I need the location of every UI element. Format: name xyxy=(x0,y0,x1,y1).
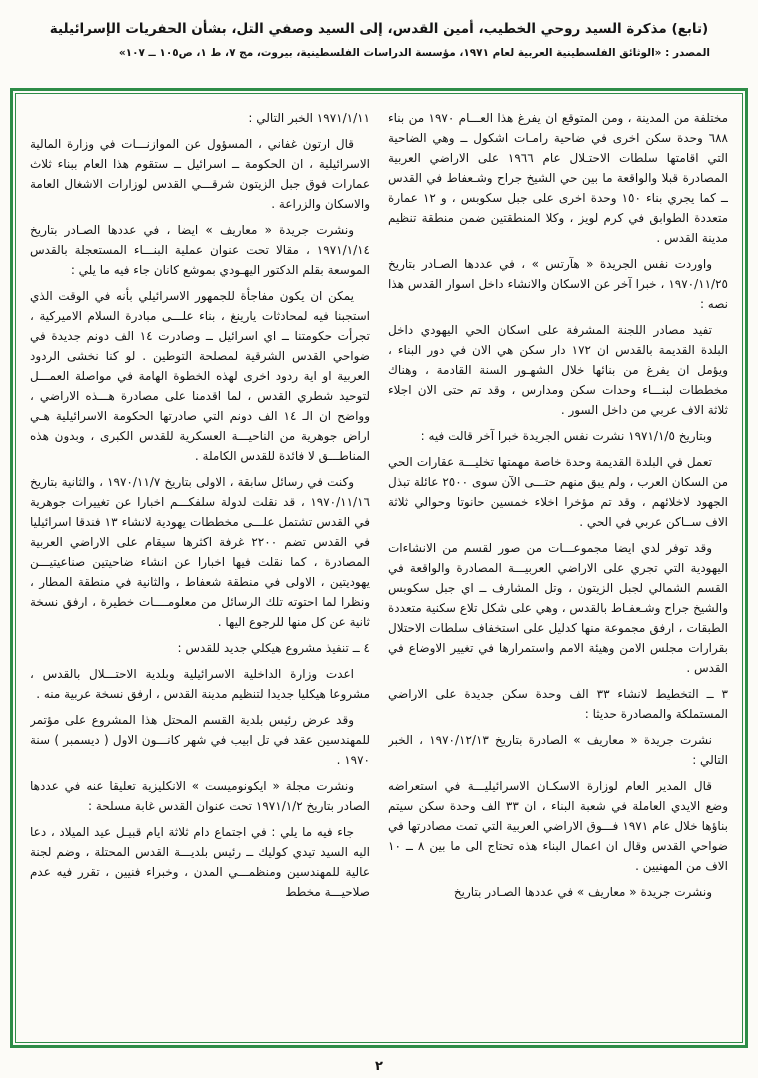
paragraph: ونشرت جريدة « معاريف » ايضا ، في عددها الصـادر بتاريخ ١٩٧١/١/١٤ ، مقالا تحت عنوان عملية البنـــاء المستعجلة بالقدس الموسعة بقلم الدكتور اليهـودي بموشع كانان جاء فيه ما يلي : xyxy=(30,223,370,277)
section-heading: ٣ ــ التخطيط لانشاء ٣٣ الف وحدة سكن جديدة على الاراضي المستملكة والمصادرة حديثا : xyxy=(388,687,728,721)
paragraph: ١٩٧١/١/١١ الخبر التالي : xyxy=(248,111,370,125)
paragraph: واوردت نفس الجريدة « هآرتس » ، في عددها الصـادر بتاريخ ١٩٧٠/١١/٢٥ ، خبرا آخر عن الاسكان والانشاء داخل اسوار القدس هذا نصه : xyxy=(388,257,728,311)
page-number: ٢ xyxy=(375,1059,383,1074)
column-right xyxy=(388,108,728,1032)
green-double-frame xyxy=(10,88,748,1048)
document-title: (تابع) مذكرة السيد روحي الخطيب، أمين القدس، إلى السيد وصفي التل، بشأن الحفريات الإسرائيلية xyxy=(49,21,709,37)
paragraph: قال المدير العام لوزارة الاسكـان الاسرائيليـــة في استعراضه وضع الايدي العاملة في شعبة البناء ، ان ٣٣ الف وحدة سكن سيتم بناؤها خلال عام ١٩٧١ فـــوق الاراضي العربية التي تمت مصادرتها في ضواحي القدس وقال ان اعمال البناء هذه تحتاج الى ما بين ٨ ــ ١٠ الاف من المهنيين . xyxy=(388,779,728,873)
paragraph: تعمل في البلدة القديمة وحدة خاصة مهمتها تخليـــة عقارات الحي من السكان العرب ، ولم يبق منهم حتـــى الآن سوى ٢٥٠٠ عائلة تبذل الجهود لاخلائهم ، وقد تم مؤخرا اخلاء خمسين حانوتا وحوالي ثلاثة الاف ســاكن عربي في الحي . xyxy=(388,455,728,529)
two-column-text xyxy=(30,108,728,1032)
source-line: المصدر : «الوثائق الفلسطينية العربية لعام ١٩٧١، مؤسسة الدراسات الفلسطينية، بيروت، مج ٧، ط ١، ص١٠٥ ــ ١٠٧» xyxy=(118,47,710,59)
paragraph: جاء فيه ما يلي : في اجتماع دام ثلاثة ايام قبيـل عيد الميلاد ، دعا اليه السيد تيدي كوليك ــ رئيس بلديـــة القدس المحتلة ، وضم لجنة عالية للمهندسين ومنظمـــي المدن ، وخبراء فنيين ، تقرر فيه عدم صلاحيـــة مخطط xyxy=(30,825,370,899)
column-left xyxy=(30,108,370,1032)
paragraph: يمكن ان يكون مفاجأة للجمهور الاسرائيلي بأنه في الوقت الذي استجبنا فيه لمحادثات يارينغ ، بناء علـــى مبادرة السلام الاميركية ، تجرأت حكومتنا ــ اي اسرائيل ــ وصادرت ١٤ الف دونم جديدة في ضواحي القدس الشرقية لمصلحة التوطين . لو كنا نخشى الردود العربية او اية ردود اخرى لهذه الخطوة الهامة في مواصلة العمـــل لتوحيد شطري القدس ، لما اقدمنا على مصادرة هـــذه الاراضي ، وواضح ان الـ ١٤ الف دونم التي صادرتها الحكومة الاسرائيلية هـي اراض جوهرية من الناحيـــة العسكرية للقدس الكبرى ، وبدون هذه المناطـــق لا فائدة للقدس الكاملة . xyxy=(30,289,370,463)
paragraph: ونشرت جريدة « معاريف » في عددها الصـادر بتاريخ xyxy=(453,885,712,899)
paragraph: نشرت جريدة « معاريف » الصادرة بتاريخ ١٩٧٠/١٢/١٣ ، الخبر التالي : xyxy=(388,733,728,767)
paragraph: قال ارتون غفاني ، المسؤول عن الموازنـــات في وزارة المالية الاسرائيلية ، ان الحكومة ــ اسرائيل ــ ستقوم هذا العام ببناء ثلاث عمارات فوق جبل الزيتون شرقـــي القدس لوزارات الاشغال العامة والاسكان والزراعة . xyxy=(30,137,370,211)
page-header xyxy=(0,0,758,60)
paragraph: ونشرت مجلة « ايكونوميست » الانكليزية تعليقا عنه في عددها الصادر بتاريخ ١٩٧١/١/٢ تحت عنوان القدس غابة مسلحة : xyxy=(30,779,370,813)
paragraph: وقد عرض رئيس بلدية القسم المحتل هذا المشروع على مؤتمر للمهندسين عقد في تل ابيب في شهر كانـــون الاول ( ديسمبر ) سنة ١٩٧٠ . xyxy=(30,713,370,767)
paragraph: مختلفة من المدينة ، ومن المتوقع ان يفرغ هذا العـــام ١٩٧٠ من بناء ٦٨٨ وحدة سكن اخرى في ضاحية رامـات اشكول ــ وهي الضاحية التي اقامتها سلطات الاحتـلال عام ١٩٦٦ على الاراضي العربية المصادرة قبلا والواقعة ما بين حي الشيخ جراح وشـعفاط في القدس ــ كما يجري بناء ١٥٠ وحدة اخرى على جبل سكوبس ، و ١٢ عمارة متعددة الطوابق في كرم لويز ، وكلا المنطقتين ضمن منطقة تنظيم مدينة القدس . xyxy=(388,111,728,245)
section-heading: ٤ ــ تنفيذ مشروع هيكلي جديد للقدس : xyxy=(177,641,370,655)
paragraph: تفيد مصادر اللجنة المشرفة على اسكان الحي اليهودي داخل البلدة القديمة بالقدس ان ١٧٢ دار سكن هي الان في دور البناء ، ويؤمل ان يفرغ من بنائها خلال الشهـور السنة القادمة ، وهناك مخططات لبنـــاء وحدات سكن ومدارس ، وقد تم حتى الان اجلاء ثلاثة الاف عربي من داخل السور . xyxy=(388,323,728,417)
paragraph: وكنت في رسائل سابقة ، الاولى بتاريخ ١٩٧٠/١١/٧ ، والثانية بتاريخ ١٩٧٠/١١/١٦ ، قد نقلت لدولة سلفكـــم اخبارا عن تغييرات جوهرية في القدس تشتمل علـــى مخططات يهودية لانشاء ١٣ فندقا اسرائيليا في القدس تضم ٢٢٠٠ غرفة اكثرها سيقام على الاراضي العربية المصادرة ، كما نقلت فيها اخبارا عن انشاء ضاحيتين صناعيتيـــن يهوديتين ، الاولى في منطقة شعفاط ، والثانية في منطقة المطار ، ونظرا لما احتوته تلك الرسائل من معلومــــات خطيرة ، ارفق نسخة ثانية عن كل منها للرجوع اليها . xyxy=(30,475,370,629)
paragraph: وبتاريخ ١٩٧١/١/٥ نشرت نفس الجريدة خبرا آخر قالت فيه : xyxy=(420,429,712,443)
paragraph: وقد توفر لدي ايضا مجموعـــات من صور لقسم من الانشاءات اليهودية التي تجري على الاراضي العربيـــة المصادرة والواقعة في القسم الشمالي لجبل الزيتون ، وتل المشارف ــ اي جبل سكوبس والشيخ جراح وشـعفـاط بالقدس ، وهي على شكل تلاع سكنية متعددة الطبقات ، ارفق مجموعة منها كدليل على استخفاف سلطات الاحتلال بقرارات مجلس الامن وهيئة الامم واستمرارها في تغيير الاوضاع في القدس . xyxy=(388,541,728,675)
green-frame-inner xyxy=(15,93,743,1043)
paragraph: اعدت وزارة الداخلية الاسرائيلية وبلدية الاحتـــلال بالقدس ، مشروعا هيكليا جديدا لتنظيم مدينة القدس ، ارفق نسخة عربية منه . xyxy=(30,667,370,701)
